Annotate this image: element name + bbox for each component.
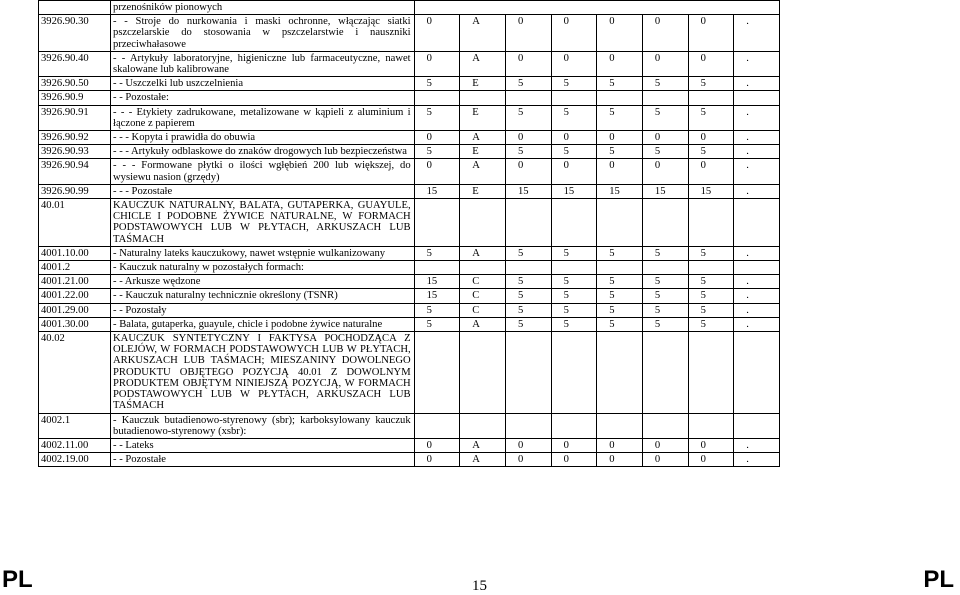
cell-value: 0 bbox=[551, 453, 597, 467]
cell-value: 15 bbox=[414, 184, 460, 198]
cell-value bbox=[414, 199, 460, 247]
cell-value: 0 bbox=[688, 15, 734, 52]
cell-description: - - Arkusze wędzone bbox=[111, 275, 415, 289]
cell-value bbox=[414, 332, 460, 413]
cell-code: 3926.90.92 bbox=[39, 131, 111, 145]
table-row bbox=[39, 453, 780, 467]
cell-value bbox=[688, 91, 734, 105]
cell-code: 4002.19.00 bbox=[39, 453, 111, 467]
cell-value: 5 bbox=[551, 317, 597, 331]
cell-value: 0 bbox=[414, 51, 460, 76]
cell-description: - - Pozostałe: bbox=[111, 91, 415, 105]
cell-value bbox=[460, 413, 506, 438]
cell-value: 5 bbox=[597, 289, 643, 303]
cell-value: 0 bbox=[642, 159, 688, 184]
cell-value bbox=[460, 332, 506, 413]
tariff-table-body bbox=[39, 1, 780, 467]
cell-value bbox=[414, 91, 460, 105]
cell-description: - Kauczuk butadienowo-styrenowy (sbr); karboksylowany kauczuk butadienowo-styrenowy (xsbr): bbox=[111, 413, 415, 438]
cell-code: 4001.10.00 bbox=[39, 246, 111, 260]
cell-value: 5 bbox=[688, 275, 734, 289]
cell-value bbox=[734, 261, 780, 275]
cell-value: 5 bbox=[688, 77, 734, 91]
cell-value: 0 bbox=[688, 159, 734, 184]
cell-description: - - Kauczuk naturalny technicznie określony (TSNR) bbox=[111, 289, 415, 303]
cell-value: 0 bbox=[688, 51, 734, 76]
cell-value: 5 bbox=[642, 317, 688, 331]
cell-value: 5 bbox=[505, 275, 551, 289]
cell-value: A bbox=[460, 131, 506, 145]
cell-value bbox=[688, 413, 734, 438]
cell-value: 5 bbox=[505, 105, 551, 130]
cell-value bbox=[597, 199, 643, 247]
cell-value: 5 bbox=[597, 246, 643, 260]
cell-description: - - - Formowane płytki o ilości wgłębień 200 lub większej, do wysiewu nasion (grzędy) bbox=[111, 159, 415, 184]
cell-value: 0 bbox=[642, 51, 688, 76]
table-row bbox=[39, 332, 780, 413]
cell-description: - - Pozostałe bbox=[111, 453, 415, 467]
cell-value: 5 bbox=[642, 246, 688, 260]
cell-value bbox=[551, 261, 597, 275]
cell-code: 4001.21.00 bbox=[39, 275, 111, 289]
cell-description: - - Uszczelki lub uszczelnienia bbox=[111, 77, 415, 91]
cell-value: 0 bbox=[597, 15, 643, 52]
cell-value: 5 bbox=[688, 317, 734, 331]
cell-value: 0 bbox=[505, 159, 551, 184]
cell-value: 0 bbox=[642, 438, 688, 452]
cell-value bbox=[642, 413, 688, 438]
cell-value: 5 bbox=[642, 275, 688, 289]
cell-value bbox=[642, 91, 688, 105]
cell-value bbox=[414, 261, 460, 275]
page-number: 15 bbox=[472, 578, 487, 594]
cell-value: A bbox=[460, 438, 506, 452]
cell-value: 5 bbox=[505, 77, 551, 91]
cell-value: A bbox=[460, 51, 506, 76]
cell-description: - - Artykuły laboratoryjne, higieniczne lub farmaceutyczne, nawet skalowane lub kalibrowane bbox=[111, 51, 415, 76]
cell-description: - - - Etykiety zadrukowane, metalizowane w kąpieli z aluminium i łączone z papierem bbox=[111, 105, 415, 130]
cell-description: - Balata, gutaperka, guayule, chicle i podobne żywice naturalne bbox=[111, 317, 415, 331]
cell-code: 4002.1 bbox=[39, 413, 111, 438]
cell-value: 5 bbox=[688, 145, 734, 159]
cell-code: 3926.90.9 bbox=[39, 91, 111, 105]
cell-value bbox=[642, 332, 688, 413]
table-row bbox=[39, 317, 780, 331]
cell-value: 0 bbox=[642, 15, 688, 52]
cell-code: 40.02 bbox=[39, 332, 111, 413]
tariff-document bbox=[38, 0, 780, 467]
cell-value: 5 bbox=[505, 317, 551, 331]
cell-code: 3926.90.30 bbox=[39, 15, 111, 52]
cell-value: 0 bbox=[551, 15, 597, 52]
cell-description: przenośników pionowych bbox=[111, 1, 415, 15]
cell-value: . bbox=[734, 145, 780, 159]
cell-value: 0 bbox=[505, 131, 551, 145]
cell-value: 0 bbox=[414, 438, 460, 452]
cell-value: 5 bbox=[505, 303, 551, 317]
cell-description: - - Stroje do nurkowania i maski ochronne, włączając siatki pszczelarskie do stosowania w pszczelarstwie i nauszniki przeciwhałasowe bbox=[111, 15, 415, 52]
cell-value: 0 bbox=[551, 438, 597, 452]
cell-value bbox=[460, 261, 506, 275]
cell-value: 5 bbox=[688, 105, 734, 130]
cell-value: 15 bbox=[551, 184, 597, 198]
table-row bbox=[39, 275, 780, 289]
cell-value: 5 bbox=[642, 145, 688, 159]
page-footer bbox=[0, 566, 960, 594]
cell-value: 0 bbox=[551, 159, 597, 184]
cell-value: 5 bbox=[642, 303, 688, 317]
table-row bbox=[39, 145, 780, 159]
cell-value: . bbox=[734, 303, 780, 317]
cell-value: . bbox=[734, 184, 780, 198]
cell-value: 5 bbox=[505, 289, 551, 303]
cell-value: 15 bbox=[597, 184, 643, 198]
cell-value bbox=[597, 91, 643, 105]
cell-value: 0 bbox=[597, 438, 643, 452]
cell-value: 5 bbox=[414, 246, 460, 260]
cell-value: 5 bbox=[688, 303, 734, 317]
cell-value: . bbox=[734, 317, 780, 331]
table-row bbox=[39, 413, 780, 438]
cell-value: 0 bbox=[414, 15, 460, 52]
cell-value: 15 bbox=[414, 275, 460, 289]
cell-value bbox=[734, 199, 780, 247]
cell-value: 5 bbox=[414, 105, 460, 130]
cell-value: A bbox=[460, 159, 506, 184]
cell-value bbox=[688, 199, 734, 247]
cell-value bbox=[642, 261, 688, 275]
cell-value: C bbox=[460, 275, 506, 289]
cell-value: 0 bbox=[505, 51, 551, 76]
cell-value bbox=[597, 332, 643, 413]
cell-description: - - - Kopyta i prawidła do obuwia bbox=[111, 131, 415, 145]
cell-value: 5 bbox=[551, 105, 597, 130]
cell-value: A bbox=[460, 453, 506, 467]
cell-value: 5 bbox=[642, 77, 688, 91]
cell-value: 5 bbox=[414, 317, 460, 331]
cell-value: C bbox=[460, 289, 506, 303]
cell-value bbox=[551, 413, 597, 438]
cell-value: . bbox=[734, 51, 780, 76]
table-row bbox=[39, 438, 780, 452]
cell-value bbox=[505, 332, 551, 413]
cell-value: A bbox=[460, 246, 506, 260]
cell-value: 15 bbox=[505, 184, 551, 198]
table-row-top-fragment bbox=[39, 1, 780, 15]
cell-code: 4002.11.00 bbox=[39, 438, 111, 452]
cell-description: - Kauczuk naturalny w pozostałych formach: bbox=[111, 261, 415, 275]
cell-code: 4001.2 bbox=[39, 261, 111, 275]
cell-code: 4001.22.00 bbox=[39, 289, 111, 303]
cell-value: 0 bbox=[688, 438, 734, 452]
cell-value bbox=[734, 332, 780, 413]
cell-value: 0 bbox=[597, 51, 643, 76]
cell-value: 0 bbox=[597, 159, 643, 184]
cell-value: . bbox=[734, 438, 780, 452]
cell-value: A bbox=[460, 317, 506, 331]
cell-value: 5 bbox=[597, 145, 643, 159]
cell-code: 40.01 bbox=[39, 199, 111, 247]
cell-value: . bbox=[734, 289, 780, 303]
cell-value: . bbox=[734, 275, 780, 289]
cell-value: 5 bbox=[597, 77, 643, 91]
cell-code: 3926.90.93 bbox=[39, 145, 111, 159]
cell-description: - - Lateks bbox=[111, 438, 415, 452]
cell-description: - Naturalny lateks kauczukowy, nawet wstępnie wulkanizowany bbox=[111, 246, 415, 260]
cell-value: . bbox=[734, 453, 780, 467]
cell-value bbox=[551, 199, 597, 247]
table-row bbox=[39, 289, 780, 303]
cell-value bbox=[597, 261, 643, 275]
cell-value: E bbox=[460, 77, 506, 91]
table-row bbox=[39, 199, 780, 247]
cell-value: . bbox=[734, 105, 780, 130]
cell-value: 0 bbox=[505, 453, 551, 467]
cell-value: 5 bbox=[414, 303, 460, 317]
cell-value: 0 bbox=[414, 453, 460, 467]
cell-value: 0 bbox=[414, 131, 460, 145]
cell-value: 0 bbox=[551, 51, 597, 76]
cell-value: 5 bbox=[505, 145, 551, 159]
cell-code: 3926.90.50 bbox=[39, 77, 111, 91]
cell-value bbox=[551, 91, 597, 105]
cell-value: 5 bbox=[688, 289, 734, 303]
cell-value: 5 bbox=[551, 275, 597, 289]
cell-value: . bbox=[734, 131, 780, 145]
cell-code: 4001.30.00 bbox=[39, 317, 111, 331]
cell-value bbox=[734, 413, 780, 438]
cell-value: . bbox=[734, 246, 780, 260]
table-row bbox=[39, 261, 780, 275]
cell-value: 0 bbox=[597, 453, 643, 467]
cell-value: . bbox=[734, 159, 780, 184]
cell-description: - - - Artykuły odblaskowe do znaków drogowych lub bezpieczeństwa bbox=[111, 145, 415, 159]
cell-value: 0 bbox=[688, 453, 734, 467]
cell-value bbox=[460, 199, 506, 247]
cell-value: 5 bbox=[642, 105, 688, 130]
table-row bbox=[39, 51, 780, 76]
cell-value bbox=[597, 413, 643, 438]
cell-value: 5 bbox=[551, 246, 597, 260]
cell-value: 5 bbox=[551, 303, 597, 317]
cell-code: 3926.90.99 bbox=[39, 184, 111, 198]
cell-value: 0 bbox=[414, 159, 460, 184]
cell-value: 5 bbox=[642, 289, 688, 303]
cell-value bbox=[688, 332, 734, 413]
cell-value: 5 bbox=[551, 145, 597, 159]
cell-value: 0 bbox=[597, 131, 643, 145]
table-row bbox=[39, 303, 780, 317]
cell-value: 15 bbox=[642, 184, 688, 198]
cell-value: . bbox=[734, 15, 780, 52]
footer-country-right: PL bbox=[923, 566, 954, 593]
cell-value: 5 bbox=[414, 77, 460, 91]
cell-value bbox=[505, 261, 551, 275]
cell-value: C bbox=[460, 303, 506, 317]
cell-value bbox=[551, 332, 597, 413]
table-row bbox=[39, 131, 780, 145]
cell-value: 15 bbox=[688, 184, 734, 198]
cell-value bbox=[505, 199, 551, 247]
cell-value: 5 bbox=[688, 246, 734, 260]
cell-value: 5 bbox=[505, 246, 551, 260]
cell-value: 0 bbox=[642, 131, 688, 145]
cell-code: 4001.29.00 bbox=[39, 303, 111, 317]
footer-country-left: PL bbox=[2, 566, 33, 593]
cell-description: - - Pozostały bbox=[111, 303, 415, 317]
cell-value: A bbox=[460, 15, 506, 52]
cell-value: 5 bbox=[414, 145, 460, 159]
tariff-table bbox=[38, 0, 780, 467]
cell-value bbox=[734, 91, 780, 105]
cell-value: 15 bbox=[414, 289, 460, 303]
cell-value bbox=[505, 91, 551, 105]
table-row bbox=[39, 105, 780, 130]
cell-value: 0 bbox=[642, 453, 688, 467]
cell-value: 5 bbox=[597, 317, 643, 331]
table-row bbox=[39, 246, 780, 260]
cell-description: KAUCZUK SYNTETYCZNY I FAKTYSA POCHODZĄCA Z OLEJÓW, W FORMACH PODSTAWOWYCH LUB W PŁYTACH, ARKUSZACH LUB TAŚMACH; MIESZANINY DOWOLNEGO PRODUKTU OBJĘTEGO POZYCJĄ 40.01 Z DOWOLNYM PRODUKTEM OBJĘTYM NINIEJSZĄ POZYCJĄ, W FORMACH PODSTAWOWYCH LUB W PŁYTACH, ARKUSZACH LUB TAŚMACH bbox=[111, 332, 415, 413]
cell-value: 0 bbox=[551, 131, 597, 145]
cell-code: 3926.90.91 bbox=[39, 105, 111, 130]
cell-code: 3926.90.40 bbox=[39, 51, 111, 76]
cell-value: 0 bbox=[688, 131, 734, 145]
cell-value bbox=[414, 413, 460, 438]
cell-code: 3926.90.94 bbox=[39, 159, 111, 184]
cell-value: 5 bbox=[551, 77, 597, 91]
cell-value: 5 bbox=[551, 289, 597, 303]
cell-value: 0 bbox=[505, 15, 551, 52]
cell-value bbox=[505, 413, 551, 438]
cell-value bbox=[642, 199, 688, 247]
table-row bbox=[39, 159, 780, 184]
table-row bbox=[39, 91, 780, 105]
cell-value: 0 bbox=[505, 438, 551, 452]
cell-value: E bbox=[460, 105, 506, 130]
cell-description: KAUCZUK NATURALNY, BALATA, GUTAPERKA, GUAYULE, CHICLE I PODOBNE ŻYWICE NATURALNE, W FORMACH PODSTAWOWYCH LUB W PŁYTACH, ARKUSZACH LUB TAŚMACH bbox=[111, 199, 415, 247]
cell-value: 5 bbox=[597, 105, 643, 130]
cell-value: 5 bbox=[597, 275, 643, 289]
table-row bbox=[39, 15, 780, 52]
cell-value: E bbox=[460, 184, 506, 198]
cell-value: E bbox=[460, 145, 506, 159]
cell-value: 5 bbox=[597, 303, 643, 317]
table-row bbox=[39, 77, 780, 91]
cell-value bbox=[688, 261, 734, 275]
cell-description: - - - Pozostałe bbox=[111, 184, 415, 198]
cell-value: . bbox=[734, 77, 780, 91]
cell-value bbox=[460, 91, 506, 105]
table-row bbox=[39, 184, 780, 198]
